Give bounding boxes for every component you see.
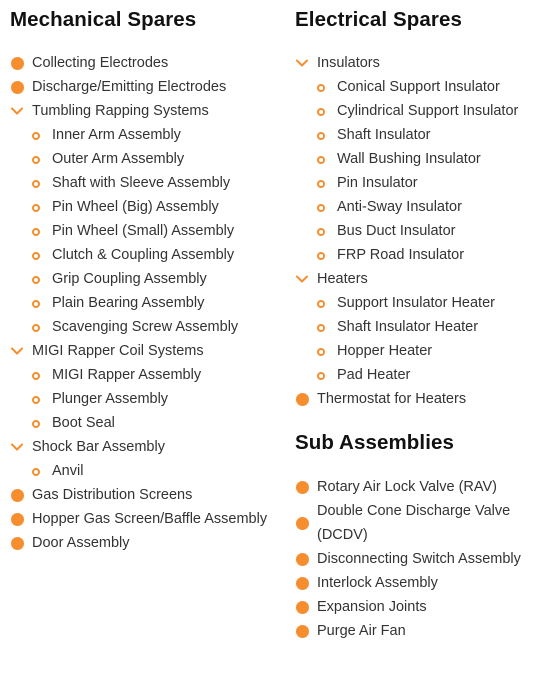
list-item-label: Wall Bushing Insulator (337, 151, 481, 167)
list-item-label: Anvil (52, 463, 84, 479)
list-item-hopper-heater (295, 339, 518, 363)
filled-circle-bullet-icon (11, 489, 24, 502)
list-item-label: Bus Duct Insulator (337, 223, 456, 239)
ring-bullet-icon (32, 372, 40, 380)
filled-circle-bullet-icon (11, 513, 24, 526)
list-item-boot-seal (10, 411, 267, 435)
list-item-label: Hopper Heater (337, 343, 433, 359)
ring-bullet-icon (32, 276, 40, 284)
list-item-label: MIGI Rapper Coil Systems (32, 343, 204, 359)
list-item-label: Insulators (317, 55, 380, 71)
mechanical-spares-heading: Mechanical Spares (10, 8, 197, 31)
list-item-label: Clutch & Coupling Assembly (52, 247, 235, 263)
list-item-anvil (10, 459, 267, 483)
filled-circle-bullet-icon (296, 393, 309, 406)
chevron-down-icon (295, 272, 309, 286)
list-item-label: Plunger Assembly (52, 391, 169, 407)
filled-circle-bullet-icon (296, 601, 309, 614)
list-item-label: Rotary Air Lock Valve (RAV) (317, 479, 497, 495)
list-item-label: Boot Seal (52, 415, 115, 431)
chevron-down-icon (10, 104, 24, 118)
list-item-purge-air-fan (295, 619, 527, 643)
list-item-inner-arm-assembly (10, 123, 267, 147)
list-item-discharge-emitting-electrodes (10, 75, 267, 99)
list-item-grip-coupling-assembly (10, 267, 267, 291)
list-item-label: Tumbling Rapping Systems (32, 103, 209, 119)
filled-circle-bullet-icon (11, 537, 24, 550)
list-item-heaters[interactable] (295, 267, 518, 291)
list-item-anti-sway-insulator (295, 195, 518, 219)
filled-circle-bullet-icon (296, 481, 309, 494)
ring-bullet-icon (317, 180, 325, 188)
list-item-shaft-insulator-heater (295, 315, 518, 339)
ring-bullet-icon (32, 156, 40, 164)
list-item-label: Scavenging Screw Assembly (52, 319, 239, 335)
list-item-plunger-assembly (10, 387, 267, 411)
list-item-scavenging-screw-assembly (10, 315, 267, 339)
list-item-label: FRP Road Insulator (337, 247, 465, 263)
ring-bullet-icon (317, 348, 325, 356)
filled-circle-bullet-icon (296, 517, 309, 530)
list-item-expansion-joints (295, 595, 527, 619)
ring-bullet-icon (32, 396, 40, 404)
list-item-label: Expansion Joints (317, 599, 427, 615)
ring-bullet-icon (317, 204, 325, 212)
ring-bullet-icon (32, 468, 40, 476)
list-item-label: Inner Arm Assembly (52, 127, 181, 143)
ring-bullet-icon (32, 204, 40, 212)
chevron-down-icon (295, 56, 309, 70)
ring-bullet-icon (317, 228, 325, 236)
list-item-label: Pin Wheel (Small) Assembly (52, 223, 235, 239)
list-item-plain-bearing-assembly (10, 291, 267, 315)
list-item-label: Pin Insulator (337, 175, 418, 191)
list-item-gas-distribution-screens (10, 483, 267, 507)
list-item-label: Anti-Sway Insulator (337, 199, 462, 215)
list-item-label: Discharge/Emitting Electrodes (32, 79, 227, 95)
filled-circle-bullet-icon (296, 553, 309, 566)
list-item-shaft-with-sleeve-assembly (10, 171, 267, 195)
ring-bullet-icon (317, 108, 325, 116)
list-item-label: Shaft with Sleeve Assembly (52, 175, 231, 191)
list-item-label: Pad Heater (337, 367, 411, 383)
list-item-label: Hopper Gas Screen/Baffle Assembly (32, 511, 268, 527)
filled-circle-bullet-icon (11, 57, 24, 70)
ring-bullet-icon (32, 300, 40, 308)
list-item-label: Support Insulator Heater (337, 295, 495, 311)
list-item-label: Conical Support Insulator (337, 79, 500, 95)
list-item-shock-bar-assembly[interactable] (10, 435, 267, 459)
list-item-insulators[interactable] (295, 51, 518, 75)
list-item-wall-bushing-insulator (295, 147, 518, 171)
ring-bullet-icon (32, 180, 40, 188)
list-item-label: Disconnecting Switch Assembly (317, 551, 521, 567)
filled-circle-bullet-icon (296, 625, 309, 638)
list-item-tumbling-rapping-systems[interactable] (10, 99, 267, 123)
ring-bullet-icon (32, 252, 40, 260)
list-item-rotary-air-lock-valve-rav (295, 475, 527, 499)
list-item-label: Shaft Insulator (337, 127, 431, 143)
list-item-thermostat-for-heaters (295, 387, 518, 411)
chevron-down-icon (10, 440, 24, 454)
list-item-disconnecting-switch-assembly (295, 547, 527, 571)
list-item-bus-duct-insulator (295, 219, 518, 243)
list-item-shaft-insulator (295, 123, 518, 147)
ring-bullet-icon (317, 252, 325, 260)
list-item-outer-arm-assembly (10, 147, 267, 171)
ring-bullet-icon (317, 84, 325, 92)
list-item-collecting-electrodes (10, 51, 267, 75)
chevron-down-icon (10, 344, 24, 358)
list-item-interlock-assembly (295, 571, 527, 595)
list-item-cylindrical-support-insulator (295, 99, 518, 123)
mechanical-spares-list (10, 51, 267, 555)
list-item-frp-road-insulator (295, 243, 518, 267)
list-item-migi-rapper-coil-systems[interactable] (10, 339, 267, 363)
list-item-door-assembly (10, 531, 267, 555)
ring-bullet-icon (32, 228, 40, 236)
list-item-label: Cylindrical Support Insulator (337, 103, 519, 119)
list-item-label: MIGI Rapper Assembly (52, 367, 202, 383)
list-item-label: Thermostat for Heaters (317, 391, 467, 407)
ring-bullet-icon (32, 324, 40, 332)
ring-bullet-icon (32, 132, 40, 140)
list-item-label: Shock Bar Assembly (32, 439, 165, 455)
list-item-hopper-gas-screen-baffle-assembly (10, 507, 267, 531)
list-item-label: Gas Distribution Screens (32, 487, 193, 503)
ring-bullet-icon (317, 132, 325, 140)
list-item-conical-support-insulator (295, 75, 518, 99)
filled-circle-bullet-icon (296, 577, 309, 590)
list-item-label: Outer Arm Assembly (52, 151, 185, 167)
list-item-clutch-coupling-assembly (10, 243, 267, 267)
list-item-pin-wheel-small-assembly (10, 219, 267, 243)
list-item-label: Shaft Insulator Heater (337, 319, 479, 335)
electrical-spares-list (295, 51, 518, 411)
ring-bullet-icon (317, 324, 325, 332)
list-item-label: Pin Wheel (Big) Assembly (52, 199, 219, 215)
list-item-label: Heaters (317, 271, 368, 287)
list-item-label: Door Assembly (32, 535, 130, 551)
list-item-label: Collecting Electrodes (32, 55, 169, 71)
electrical-spares-heading: Electrical Spares (295, 8, 462, 31)
list-item-migi-rapper-assembly (10, 363, 267, 387)
ring-bullet-icon (317, 372, 325, 380)
ring-bullet-icon (317, 300, 325, 308)
sub-assemblies-heading: Sub Assemblies (295, 431, 455, 454)
ring-bullet-icon (317, 156, 325, 164)
list-item-label: Double Cone Discharge Valve (DCDV) (317, 503, 511, 543)
list-item-pin-insulator (295, 171, 518, 195)
list-item-pin-wheel-big-assembly (10, 195, 267, 219)
sub-assemblies-list (295, 475, 527, 643)
filled-circle-bullet-icon (11, 81, 24, 94)
list-item-double-cone-discharge-valve-dcdv (295, 499, 527, 547)
list-item-pad-heater (295, 363, 518, 387)
list-item-label: Plain Bearing Assembly (52, 295, 205, 311)
list-item-label: Interlock Assembly (317, 575, 438, 591)
list-item-label: Grip Coupling Assembly (52, 271, 207, 287)
ring-bullet-icon (32, 420, 40, 428)
list-item-label: Purge Air Fan (317, 623, 406, 639)
list-item-support-insulator-heater (295, 291, 518, 315)
